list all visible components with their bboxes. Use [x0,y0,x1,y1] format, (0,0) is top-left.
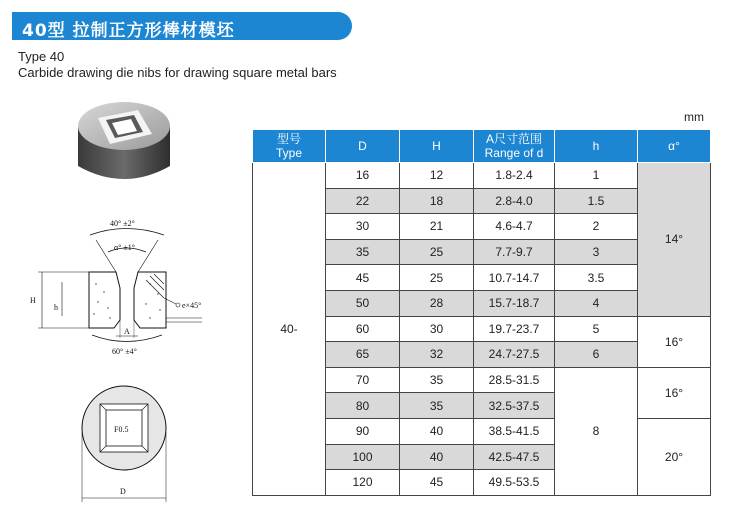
header-type-cn: 型号 [276,132,301,146]
cell-H: 40 [400,418,474,444]
cell-D: 90 [326,418,400,444]
cell-D: 100 [326,444,400,470]
header-D: D [326,130,400,163]
header-range [474,130,555,163]
header-range-en: Range of d [484,146,544,160]
cell-H: 32 [400,342,474,368]
cell-H: 35 [400,367,474,393]
cell-D: 80 [326,393,400,419]
cell-h: 1.5 [555,188,638,214]
cell-range: 28.5-31.5 [474,367,555,393]
cell-range: 32.5-37.5 [474,393,555,419]
cell-D: 65 [326,342,400,368]
cell-H: 25 [400,265,474,291]
cell-D: 22 [326,188,400,214]
header-alpha: α° [638,130,711,163]
section-drawing [24,210,220,360]
chamfer-label: e×45° [182,301,202,310]
cell-H: 21 [400,214,474,240]
top-view-drawing [74,376,186,510]
cell-alpha: 20° [638,418,711,495]
cell-range: 49.5-53.5 [474,470,555,496]
cell-range: 7.7-9.7 [474,239,555,265]
header-range-cn: A尺寸范围 [485,132,542,146]
cell-H: 30 [400,316,474,342]
cell-h: 2 [555,214,638,240]
angle-top-label: 40° ±2° [110,219,135,228]
cell-H: 25 [400,239,474,265]
cell-D: 30 [326,214,400,240]
cell-H: 12 [400,163,474,189]
cell-range: 2.8-4.0 [474,188,555,214]
cell-range: 38.5-41.5 [474,418,555,444]
cell-range: 42.5-47.5 [474,444,555,470]
cell-alpha: 16° [638,316,711,367]
cell-D: 35 [326,239,400,265]
unit-label: mm [684,110,704,124]
spec-table [252,129,711,496]
cell-H: 28 [400,290,474,316]
header-H: H [400,130,474,163]
cell-h: 5 [555,316,638,342]
cell-D: 60 [326,316,400,342]
cell-h: 6 [555,342,638,368]
table-row [253,163,711,189]
header-type-en: Type [275,146,302,160]
cell-D: 120 [326,470,400,496]
product-image [74,96,174,192]
cell-D: 45 [326,265,400,291]
cell-range: 4.6-4.7 [474,214,555,240]
cell-h: 3.5 [555,265,638,291]
description-subtitle: Carbide drawing die nibs for drawing square metal bars [18,65,337,80]
cell-alpha: 14° [638,163,711,317]
cell-range: 15.7-18.7 [474,290,555,316]
cell-H: 40 [400,444,474,470]
cell-range: 19.7-23.7 [474,316,555,342]
cell-H: 45 [400,470,474,496]
angle-inner-label: α° ±1° [114,243,135,252]
cell-H: 35 [400,393,474,419]
cell-range: 10.7-14.7 [474,265,555,291]
table-header-row [253,130,711,163]
cell-H: 18 [400,188,474,214]
type-subtitle: Type 40 [18,49,65,64]
title-banner [12,12,352,40]
cell-range: 1.8-2.4 [474,163,555,189]
dim-A-label: A [124,327,130,336]
dim-H-label: H [30,296,36,305]
dim-h-label: h [54,303,58,312]
type-cell: 40- [253,163,326,496]
cell-D: 50 [326,290,400,316]
cell-h: 4 [555,290,638,316]
angle-bottom-label: 60° ±4° [112,347,137,356]
cell-h: 3 [555,239,638,265]
cell-range: 24.7-27.5 [474,342,555,368]
cell-D: 70 [326,367,400,393]
cell-alpha: 16° [638,367,711,418]
page-title: 40型 拉制正方形棒材模坯 [22,21,235,41]
cell-h: 8 [555,367,638,495]
header-type [253,130,326,163]
cell-D: 16 [326,163,400,189]
dim-D-label: D [120,487,126,496]
header-h: h [555,130,638,163]
cell-h: 1 [555,163,638,189]
dim-F-label: F0.5 [114,425,129,434]
